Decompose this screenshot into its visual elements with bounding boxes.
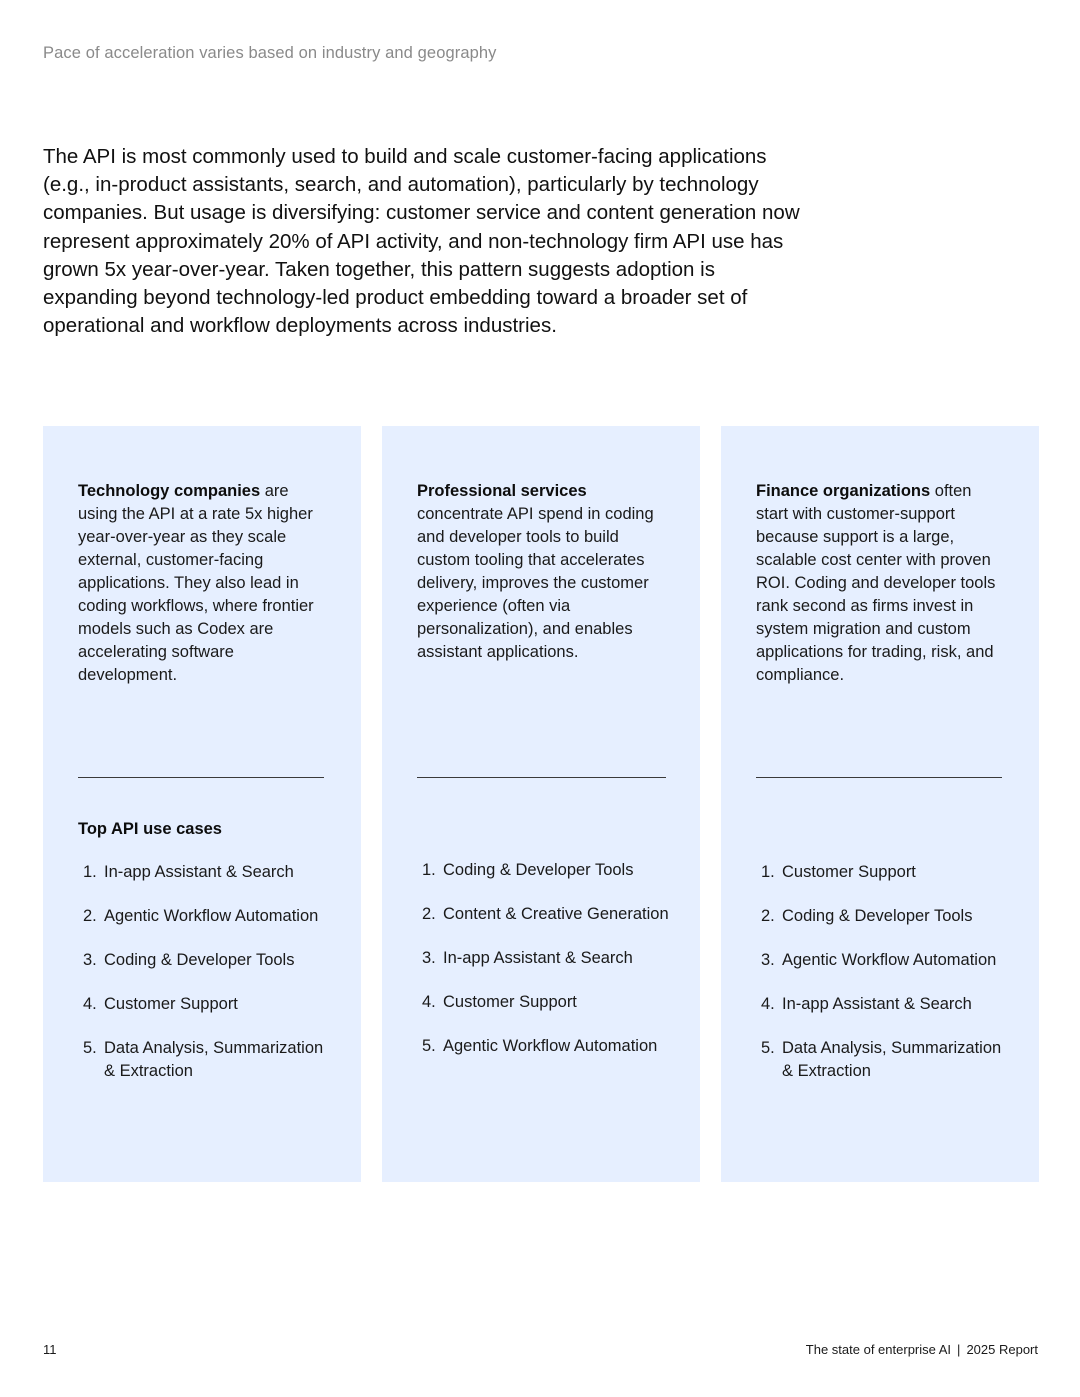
card-body: often start with customer-support because support is a large, scalable cost center with proven ROI. Coding and developer tools rank second as firms invest in system migration and custom applications for trading, risk, and compliance. — [756, 482, 996, 684]
list-item-text: Coding & Developer Tools — [443, 861, 634, 879]
section-title: Pace of acceleration varies based on industry and geography — [43, 44, 497, 62]
list-item-number: 5. — [761, 1039, 775, 1057]
list-item-number: 5. — [422, 1037, 436, 1055]
list-item-text: Content & Creative Generation — [443, 905, 669, 923]
card-body: are using the API at a rate 5x higher year-over-year as they scale external, customer-facing applications. They also lead in coding workflows, where frontier models such as Codex are accelerating software development. — [78, 482, 314, 684]
card-description — [78, 480, 330, 687]
use-case-list — [83, 861, 333, 1104]
list-item-text: Customer Support — [782, 863, 916, 881]
list-item — [422, 859, 672, 882]
list-item-text: Customer Support — [104, 995, 238, 1013]
list-item-number: 2. — [83, 907, 97, 925]
list-item-text: Agentic Workflow Automation — [782, 951, 997, 969]
list-item-number: 1. — [761, 863, 775, 881]
card-description — [756, 480, 1008, 687]
list-item-number: 1. — [422, 861, 436, 879]
list-item — [422, 947, 672, 970]
footer-separator: | — [957, 1342, 961, 1357]
card-lead: Professional services — [417, 482, 587, 500]
list-item-text: Agentic Workflow Automation — [104, 907, 319, 925]
list-item — [422, 903, 672, 926]
industry-card-professional-services — [382, 426, 700, 1182]
list-item-text: Coding & Developer Tools — [782, 907, 973, 925]
report-footer — [806, 1342, 1038, 1357]
card-body: concentrate API spend in coding and developer tools to build custom tooling that accelerates delivery, improves the customer experience (often via personalization), and enables assistant applications. — [417, 505, 654, 661]
use-case-list — [761, 861, 1011, 1104]
list-item-number: 2. — [761, 907, 775, 925]
list-item-text: In-app Assistant & Search — [104, 863, 294, 881]
industry-card-finance — [721, 426, 1039, 1182]
list-item-number: 3. — [761, 951, 775, 969]
card-lead: Finance organizations — [756, 482, 931, 500]
list-item-number: 4. — [83, 995, 97, 1013]
card-lead: Technology companies — [78, 482, 261, 500]
list-item-number: 3. — [422, 949, 436, 967]
card-divider — [417, 777, 666, 778]
report-title: The state of enterprise AI — [805, 1342, 952, 1357]
list-item-number: 4. — [422, 993, 436, 1011]
list-item — [83, 905, 333, 928]
list-item — [83, 993, 333, 1016]
card-divider — [756, 777, 1002, 778]
list-item-number: 2. — [422, 905, 436, 923]
list-item-number: 1. — [83, 863, 97, 881]
list-item-text: Customer Support — [443, 993, 577, 1011]
intro-paragraph: The API is most commonly used to build and scale customer-facing applications (e.g., in-product assistants, search, and automation), particularly by technology companies. But usage is diversifying: customer service and content generation now represent approximately 20% of API activity, and non-technology firm API use has grown 5x year-over-year. Taken together, this pattern suggests adoption is expanding beyond technology-led product embedding toward a broader set of operational and workflow deployments across industries. — [43, 145, 800, 338]
list-item — [422, 991, 672, 1014]
list-item — [761, 861, 1011, 884]
list-item-number: 5. — [83, 1039, 97, 1057]
report-year: 2025 Report — [966, 1342, 1038, 1357]
card-divider — [78, 777, 324, 778]
card-description — [417, 480, 669, 664]
list-item — [83, 861, 333, 884]
list-item — [761, 1037, 1011, 1083]
list-item-number: 4. — [761, 995, 775, 1013]
list-item-number: 3. — [83, 951, 97, 969]
use-cases-heading: Top API use cases — [78, 820, 222, 838]
list-item-text: Coding & Developer Tools — [104, 951, 295, 969]
list-item-text: Agentic Workflow Automation — [443, 1037, 658, 1055]
list-item-text: Data Analysis, Summarization & Extraction — [782, 1039, 1002, 1080]
industry-card-technology — [43, 426, 361, 1182]
list-item — [83, 1037, 333, 1083]
list-item-text: Data Analysis, Summarization & Extraction — [104, 1039, 324, 1080]
list-item-text: In-app Assistant & Search — [782, 995, 972, 1013]
page-number: 11 — [43, 1342, 57, 1357]
list-item — [761, 905, 1011, 928]
list-item — [83, 949, 333, 972]
list-item — [761, 993, 1011, 1016]
list-item-text: In-app Assistant & Search — [443, 949, 633, 967]
use-case-list — [422, 859, 672, 1079]
list-item — [422, 1035, 672, 1058]
list-item — [761, 949, 1011, 972]
